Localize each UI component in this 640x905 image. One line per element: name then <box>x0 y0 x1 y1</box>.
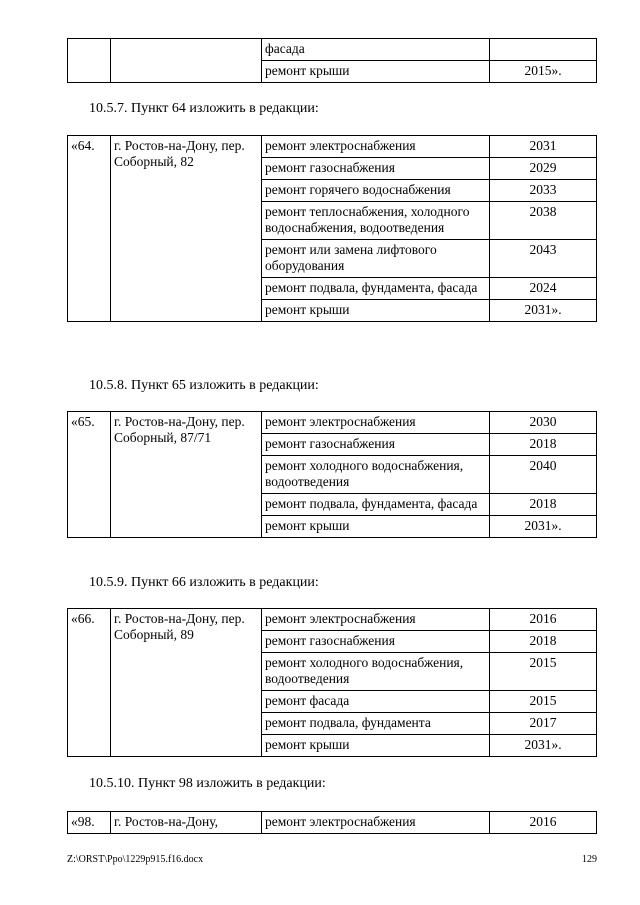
work-cell: ремонт подвала, фундамента, фасада <box>262 278 490 300</box>
item-number: «66. <box>68 609 111 757</box>
year-cell: 2031 <box>490 136 597 158</box>
work-cell: ремонт электроснабжения <box>262 136 490 158</box>
table-row <box>68 812 597 834</box>
work-cell: ремонт крыши <box>262 735 490 757</box>
year-cell: 2017 <box>490 713 597 735</box>
work-cell: ремонт газоснабжения <box>262 434 490 456</box>
year-cell: 2038 <box>490 202 597 240</box>
item-table-65 <box>67 411 597 538</box>
footer-file-path: Z:\ORST\Ppo\1229p915.f16.docx <box>67 854 204 865</box>
year-cell <box>490 39 597 61</box>
work-cell: ремонт подвала, фундамента <box>262 713 490 735</box>
work-cell: ремонт холодного водоснабжения, водоотведения <box>262 653 490 691</box>
address-cell: г. Ростов-на-Дону, пер. Соборный, 89 <box>111 609 262 757</box>
year-cell: 2024 <box>490 278 597 300</box>
table-row <box>68 412 597 434</box>
table-row <box>68 39 597 61</box>
item-table-98 <box>67 811 597 834</box>
work-cell: фасада <box>262 39 490 61</box>
year-cell: 2043 <box>490 240 597 278</box>
item-table-64 <box>67 135 597 322</box>
address-cell: г. Ростов-на-Дону, пер. Соборный, 82 <box>111 136 262 322</box>
year-cell: 2015 <box>490 691 597 713</box>
work-cell: ремонт холодного водоснабжения, водоотведения <box>262 456 490 494</box>
work-cell: ремонт электроснабжения <box>262 812 490 834</box>
address-cell: г. Ростов-на-Дону, пер. Соборный, 87/71 <box>111 412 262 538</box>
year-cell: 2031». <box>490 516 597 538</box>
section-heading: 10.5.8. Пункт 65 изложить в редакции: <box>89 378 319 393</box>
work-cell: ремонт теплоснабжения, холодного водоснабжения, водоотведения <box>262 202 490 240</box>
section-heading: 10.5.10. Пункт 98 изложить в редакции: <box>89 776 326 791</box>
year-cell: 2030 <box>490 412 597 434</box>
section-heading: 10.5.7. Пункт 64 изложить в редакции: <box>89 101 319 116</box>
number-cell <box>68 39 111 83</box>
work-cell: ремонт крыши <box>262 300 490 322</box>
top-table <box>67 38 597 83</box>
work-cell: ремонт фасада <box>262 691 490 713</box>
year-cell: 2040 <box>490 456 597 494</box>
work-cell: ремонт крыши <box>262 516 490 538</box>
table-row <box>68 609 597 631</box>
table-row <box>68 136 597 158</box>
work-cell: ремонт подвала, фундамента, фасада <box>262 494 490 516</box>
year-cell: 2033 <box>490 180 597 202</box>
work-cell: ремонт горячего водоснабжения <box>262 180 490 202</box>
year-cell: 2015 <box>490 653 597 691</box>
item-number: «65. <box>68 412 111 538</box>
address-cell: г. Ростов-на-Дону, <box>111 812 262 834</box>
year-cell: 2018 <box>490 434 597 456</box>
year-cell: 2018 <box>490 494 597 516</box>
year-cell: 2031». <box>490 300 597 322</box>
work-cell: ремонт газоснабжения <box>262 158 490 180</box>
year-cell: 2016 <box>490 609 597 631</box>
work-cell: ремонт или замена лифтового оборудования <box>262 240 490 278</box>
year-cell: 2031». <box>490 735 597 757</box>
page-number: 129 <box>582 854 597 865</box>
item-number: «98. <box>68 812 111 834</box>
work-cell: ремонт электроснабжения <box>262 609 490 631</box>
work-cell: ремонт электроснабжения <box>262 412 490 434</box>
work-cell: ремонт крыши <box>262 61 490 83</box>
year-cell: 2015». <box>490 61 597 83</box>
item-table-66 <box>67 608 597 757</box>
section-heading: 10.5.9. Пункт 66 изложить в редакции: <box>89 575 319 590</box>
work-cell: ремонт газоснабжения <box>262 631 490 653</box>
item-number: «64. <box>68 136 111 322</box>
year-cell: 2029 <box>490 158 597 180</box>
year-cell: 2016 <box>490 812 597 834</box>
address-cell <box>111 39 262 83</box>
year-cell: 2018 <box>490 631 597 653</box>
